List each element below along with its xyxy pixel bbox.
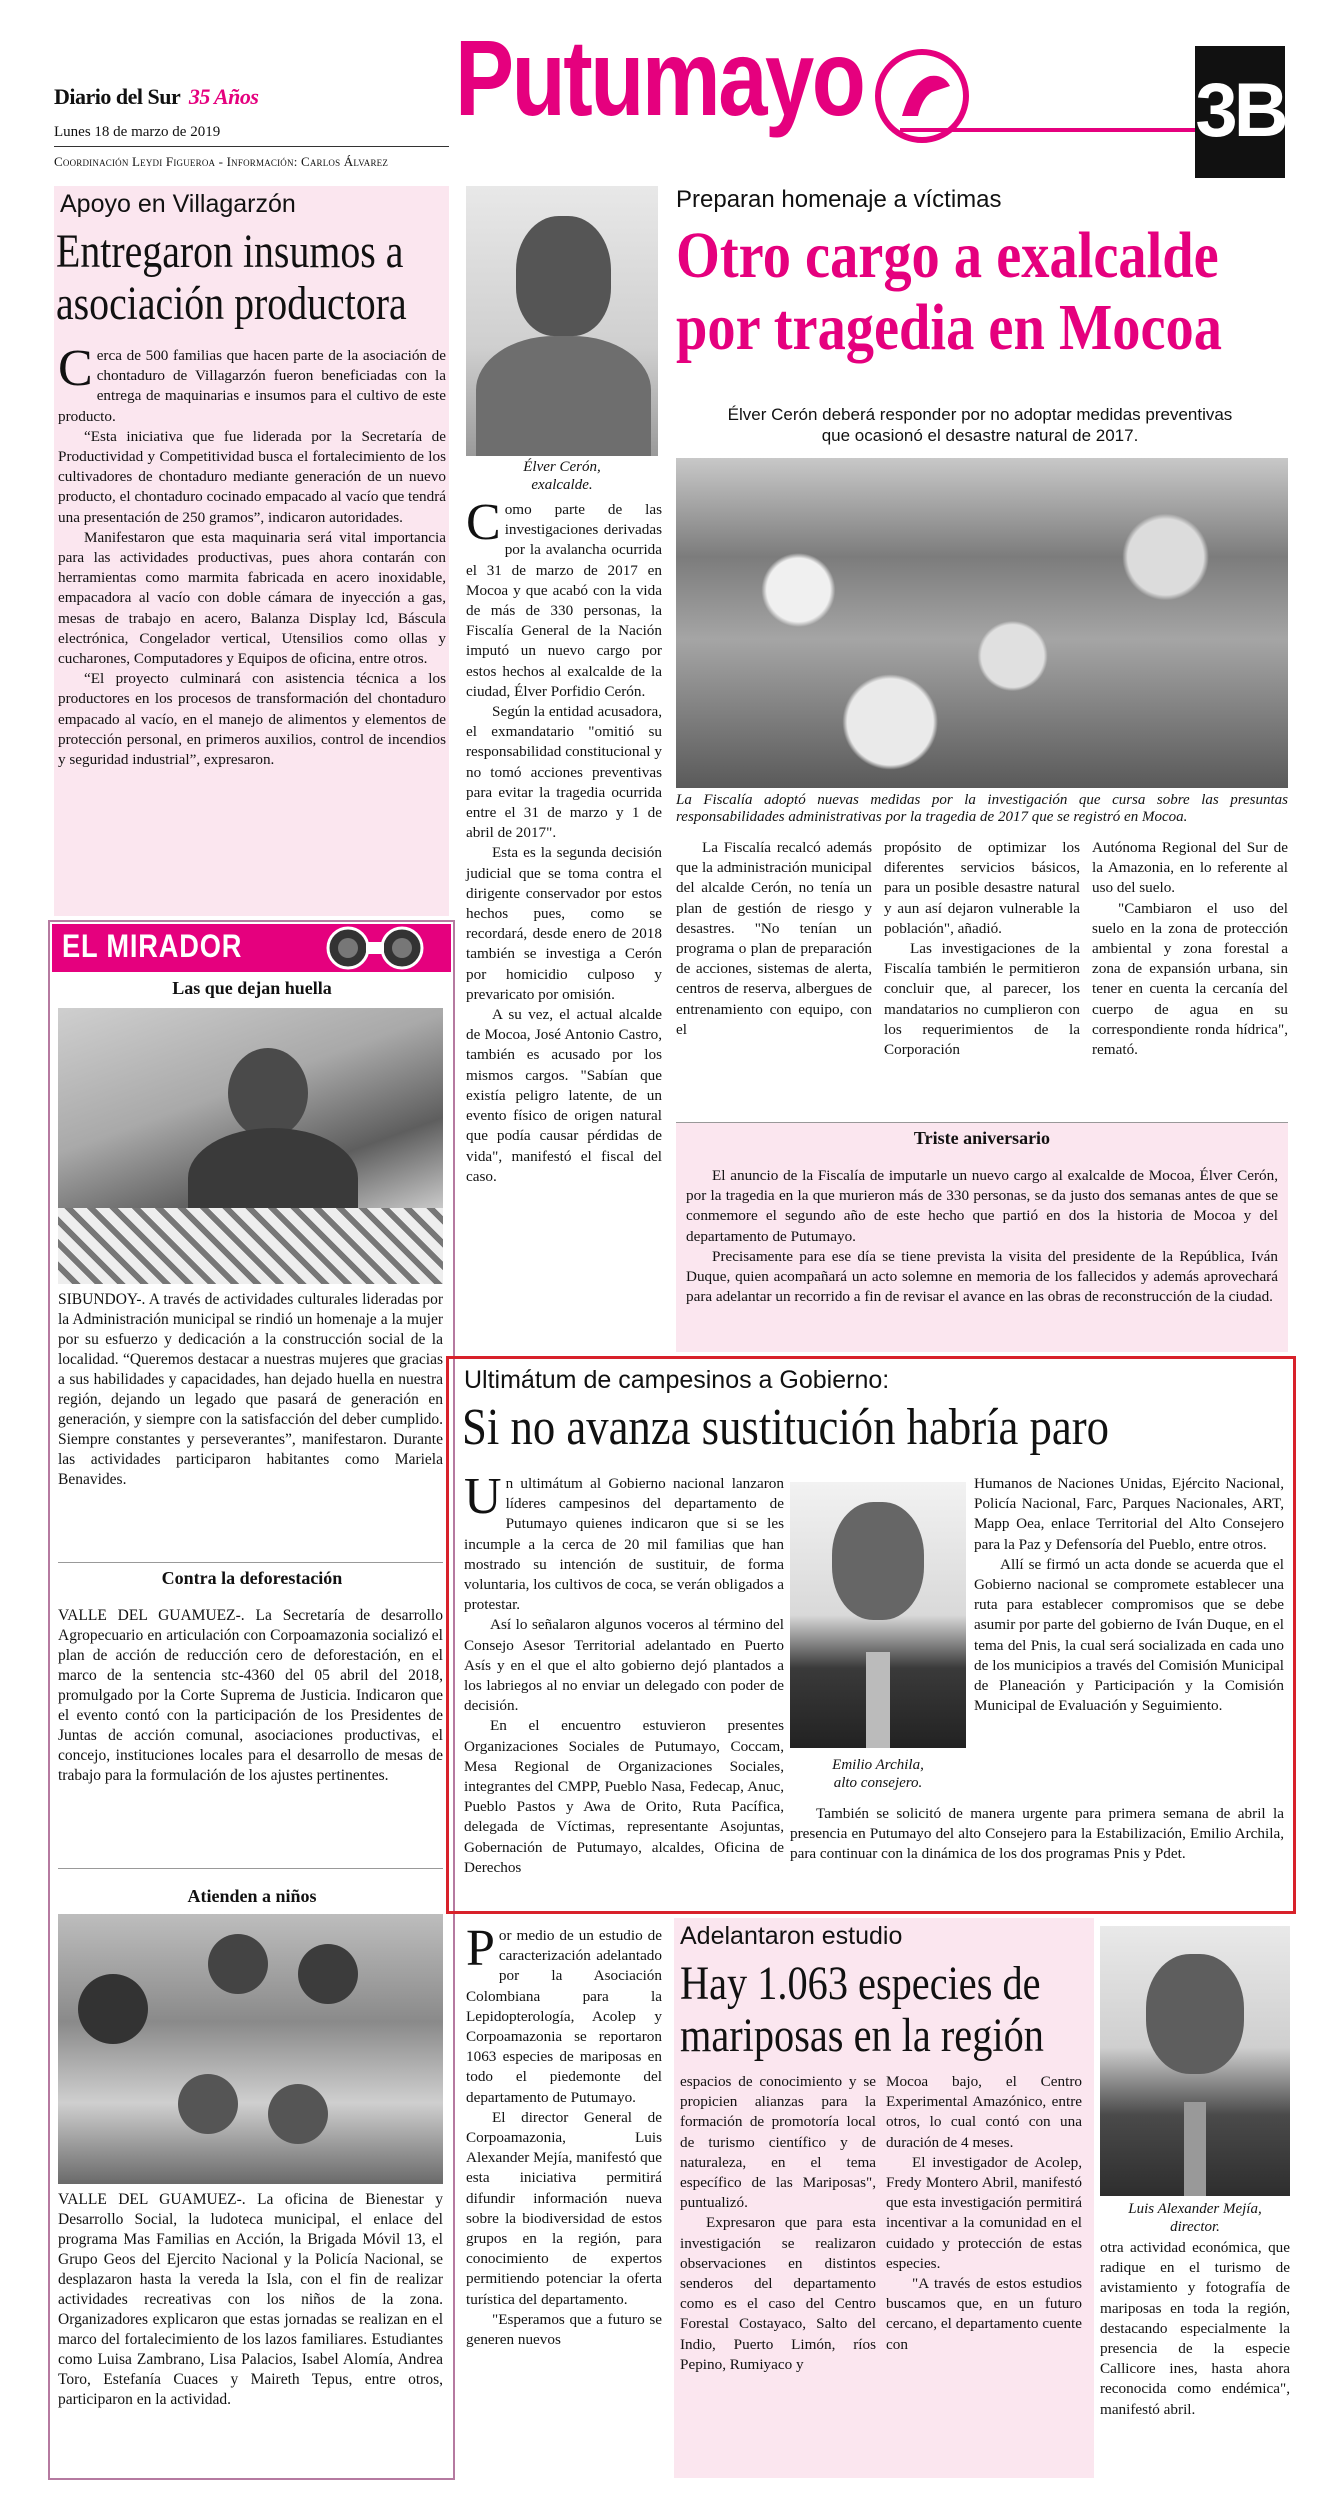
deforestation-text: VALLE DEL GUAMUEZ-. La Secretaría de desarrollo Agropecuario en articulación con Corpoamazonia socializó el plan de acción de reducción cero de deforestación, en el marco de la sentencia stc-4360 del 05 abril del 2018, promulgado por la Corte Suprema de Justicia. Indicaron que el evento contó con la participación de los Presidentes de Juntas de acción comunal, asociaciones productivas, el concejo, instituciones locales para el desarrollo de mesas de trabajo para la formulación de los ajustes pertinentes. [58,1607,443,1784]
section-rule [900,128,1195,132]
mariposas-col0: Por medio de un estudio de caracterización adelantado por la Asociación Colombiana para la Lepidopterología, Acolep y Corpoamazonia se reportaron 1063 especies de mariposas en todo el piedemonte del departamento de Putumayo. El director General de Corpoamazonia, Luis Alexander Mejía, manifestó que esta iniciativa permitirá difundir información nueva sobre la biodiversidad de estos grupos en la región, para conocimiento de expertos permitiendo potenciar la oferta turística del departamento. "Esperamos que a futuro se generen nuevos [466,1920,662,2349]
mocoa-deck: Élver Cerón deberá responder por no adoptar medidas preventivas que ocasionó el desastre natural de 2017. [727,405,1233,445]
mariposas-col1: espacios de conocimiento y se propicien alianzas para la formación de promotoría local de turismo científico y de naturaleza, en el tema específico de las Mariposas", puntualizó. Expresaron que para esta investigación se realizaron observaciones en distintos senderos del departamento como es el caso del Centro Forestal Costayaco, Salto del Indio, Puerto Limón, ríos Pepino, Rumiyaco y [680,2073,876,2373]
children-text: VALLE DEL GUAMUEZ-. La oficina de Bienestar y Desarrollo Social, la ludoteca municipal, el enlace del programa Mas Familias en Acción, la Brigada Móvil 13, el Grupo Geos del Ejercito Nacional y la Policía Nacional, se desplazaron hasta la vereda la Isla, con el fin de realizar actividades recreativas con los niños de la zona. Organizadores explicaron que estas jornadas se realizan en el marco del fortalecimiento de los lazos familiares. Estudiantes como Luisa Zambrano, Lisa Palacios, Isabel Alomía, Andrea Toro, Estefanía Cuaces y Maireth Tepus, entre otros, participaron en la actividad. [58,2191,443,2408]
mariposas-title: Hay 1.063 especies de mariposas en la región [680,1957,1044,2062]
mirador-text: SIBUNDOY-. A través de actividades culturales lideradas por la Administración municipal se rindió un homenaje a la mujer por su esfuerzo y dedicación a la construcción social de la localidad. “Queremos destacar a nuestras mujeres que gracias a sus habilidades y capacidades, han dejado huella en nuestra región, dejando un legado que pasará de generación en generación, y siempre con la satisfacción del deber cumplido. Siempre constantes y perseverantes”, manifestaron. Durante las actividades participaron habitantes como Mariela Benavides. [58,1291,443,1488]
villagarzon-para: “El proyecto culminará con asistencia técnica a los productores en los procesos de transformación del chontaduro empacado al vacío, en el manejo de alimentos y elementos de protección personal, en primeros auxilios, control de incendios y seguridad industrial”, expresaron. [58,670,446,769]
mirador-label: EL MIRADOR [62,928,243,964]
paper-logo [54,84,258,110]
archila-portrait [790,1482,966,1748]
mariposas-col2: Mocoa bajo, el Centro Experimental Amazónico, entre otros, lo cual contó con una duración de 4 meses. El investigador de Acolep, Fredy Montero Abril, manifestó que esta investigación permitirá incentivar a la comunidad en el cuidado y protección de estas especies. "A través de estos estudios buscamos que, en un futuro cercano, el departamento cuente con [886,2073,1082,2353]
deforestation-head: Contra la deforestación [161,1568,343,1588]
ultimatum-tail: También se solicitó de manera urgente para primera semana de abril la presencia en Putumayo del alto Consejero para la Estabilización, Emilio Archila, para continuar con la dinámica de los dos programas Pnis y Pdet. [790,1805,1284,1863]
masthead [0,0,1333,180]
mocoa-col4: Autónoma Regional del Sur de la Amazonia, en lo referente al uso del suelo. "Cambiaron el uso del suelo en la zona de protección ambiental y zona forestal a zona de expansión urbana, sin tener en cuenta la cercanía del cuerpo de agua en su correspondiente ronda hídrica", remató. [1092,839,1288,1059]
ultimatum-title: Si no avanza sustitución habría paro [462,1399,1110,1456]
mejia-portrait [1100,1926,1290,2196]
mirador-subhead: Las que dejan huella [172,978,332,998]
mirador-photo [58,1008,443,1284]
anniversary-body: El anuncio de la Fiscalía de imputarle un nuevo cargo al exalcalde de Mocoa, Élver Cerón, por la tragedia en la que murieron más de 330 personas, se da justo dos semanas antes de que se conmemore el segundo año de este hecho que partió en dos la historia de Mocoa y del departamento de Putumayo. Precisamente para ese día se tiene prevista la visita del presidente de la República, Iván Duque, quien acompañará un acto solemne en memoria de los fallecidos y además aprovechará para adelantar un recorrido a fin de revisar el avance en las obras de reconstrucción de la ciudad. [686,1167,1278,1306]
mocoa-photo-caption: La Fiscalía adoptó nuevas medidas por la investigación que cursa sobre las presuntas responsabilidades administrativas por la tragedia de 2017 que se registró en Mocoa. [676,792,1288,825]
anniversary-head: Triste aniversario [913,1128,1051,1148]
ultimatum-col2: Humanos de Naciones Unidas, Ejército Nacional, Policía Nacional, Farc, Parques Nacionales, ART, Mapp Oea, enlace Territorial del Alto Consejero para la Paz y Defensoría del Pueblo, entre otros. Allí se firmó un acta donde se acuerda que el Gobierno nacional se compromete establecer una ruta para establecer compromisos que se debe asumir por parte del gobierno de Iván Duque, en el tema del Pnis, la cual será socializada en cada uno de los municipios a través del Comisión Municipal de Planeación y Participación y la Comisión Municipal de Evaluación y Seguimiento. [974,1475,1284,1715]
children-head: Atienden a niños [187,1886,317,1906]
credits-line: Coordinación Leydi Figueroa - Información: Carlos Álvarez [54,154,389,169]
issue-date: Lunes 18 de marzo de 2019 [54,124,221,140]
archila-caption-role: alto consejero. [833,1775,923,1791]
ultimatum-col1: Un ultimátum al Gobierno nacional lanzaron líderes campesinos del departamento de Putumayo quienes indicaron que si se les incumple a la cerca de 20 mil familias que han mostrado su intención de sustituir, de forma voluntaria, los cultivos de coca, se verán obligados a protestar. Así lo señalaron algunos voceros al término del Consejo Asesor Territorial adelantado en Puerto Asís y en el que el alto gobierno dejó plantados a los labriegos al no enviar un delegado con poder de decisión. En el encuentro estuvieron presentes Organizaciones Sociales de Putumayo, Coccam, Mesa Regional de Organizaciones Sociales, integrantes del CMPP, Pueblo Nasa, Fedecap, Anuc, Pueblo Pastos y Awa de Orito, Ruta Pacífica, delegada de Víctimas, representante Asojuntas, Gobernación de Putumayo, alcaldes, Oficina de Derechos [464,1468,784,1876]
mocoa-title: Otro cargo a exalcalde por tragedia en Mocoa [676,219,1222,364]
villagarzon-title: Entregaron insumos a asociación productora [56,225,407,330]
paper-name: Diario del Sur [54,84,180,109]
villagarzon-kicker: Apoyo en Villagarzón [60,190,296,218]
mariposas-col3: otra actividad económica, que radique en el turismo de avistamiento y fotografía de mariposas en toda la región, destacando especialmente la presencia de la especie Callicore ines, hasta ahora reconocida como endémica", manifestó abril. [1100,2239,1290,2418]
mejia-caption-role: director. [1170,2219,1220,2235]
archila-caption-name: Emilio Archila, [832,1757,924,1773]
mocoa-photo [676,458,1288,788]
ceron-portrait [466,186,658,456]
villagarzon-para: “Esta iniciativa que fue liderada por la Secretaría de Productividad y Competitividad busca el fortalecimiento de los cultivadores de chontaduro mediante generación de un nuevo producto, el chontaduro cocinado empacado al vacío que tendrá una presentación de 250 gramos”, indicaron autoridades. [58,427,446,526]
ceron-caption-role: exalcalde. [531,477,593,493]
ceron-caption-name: Élver Cerón, [523,459,601,475]
mocoa-col3: propósito de optimizar los diferentes servicios básicos, para un posible desastre natural y aun así dejaron vulnerable la población", añadió. Las investigaciones de la Fiscalía también le permitieron concluir que, al parecer, los mandatarios no cumplieron con los requerimientos de la Corporación [884,839,1080,1059]
mocoa-kicker: Preparan homenaje a víctimas [676,186,1002,213]
children-photo [58,1914,443,2184]
mariposas-kicker: Adelantaron estudio [680,1922,903,1950]
ultimatum-kicker: Ultimátum de campesinos a Gobierno: [464,1366,890,1394]
anniversary-badge: 35 Años [188,84,259,109]
villagarzon-body [58,340,446,770]
villagarzon-para: Manifestaron que esta maquinaria será vital importancia para las actividades productivas, pues ahora contarán con herramientas como marmita fabricada en acero inoxidable, empacadora al vacío con doble cámara de inyección a gas, mesas de trabajo en acero, Balanza Display lcd, Báscula electrónica, Congelador vertical, Utensilios como ollas y cucharones, Computadores y Equipos de oficina, entre otros. [58,528,446,668]
villagarzon-para: Cerca de 500 familias que hacen parte de la asociación de chontaduro de Villagarzón fueron beneficiadas con la entrega de maquinarias e insumos para el cultivo de este producto. [58,340,446,425]
section-title: Putumayo [455,17,864,138]
binoculars-icon [310,924,440,972]
mocoa-col2: La Fiscalía recalcó además que la administración municipal del alcalde Cerón, no tenía un plan de gestión de riesgo y desastres. "No tenían un programa o plan de preparación de acciones, sistemas de alerta, centros de reserva, albergues de entrenamiento con equipo, con el [676,839,872,1038]
mejia-caption-name: Luis Alexander Mejía, [1128,2201,1262,2217]
mocoa-col1: Como parte de las investigaciones derivadas por la avalancha ocurrida el 31 de marzo de 2017 en Mocoa y que acabó con la vida de más de 330 personas, la Fiscalía General de la Nación imputó un nuevo cargo por estos hechos al exalcalde de la ciudad, Élver Porfidio Cerón. Según la entidad acusadora, el exmandatario "omitió su responsabilidad constitucional y no tomó acciones preventivas para evitar la tragedia ocurrida entre el 31 de marzo y 1 de abril de 2017". Esta es la segunda decisión judicial que se toma contra el dirigente conservador por estos hechos pues, como se recordará, desde enero de 2018 también se investiga a Cerón por homicidio culposo y prevaricato por omisión. A su vez, el actual alcalde de Mocoa, José Antonio Castro, también es acusado por los mismos cargos. "Sabían que existía peligro latente, de un evento físico de origen natural que podía causar pérdidas de vida", manifestó el fiscal del caso. [466,494,662,1185]
page-number: 3B [1195,46,1285,178]
